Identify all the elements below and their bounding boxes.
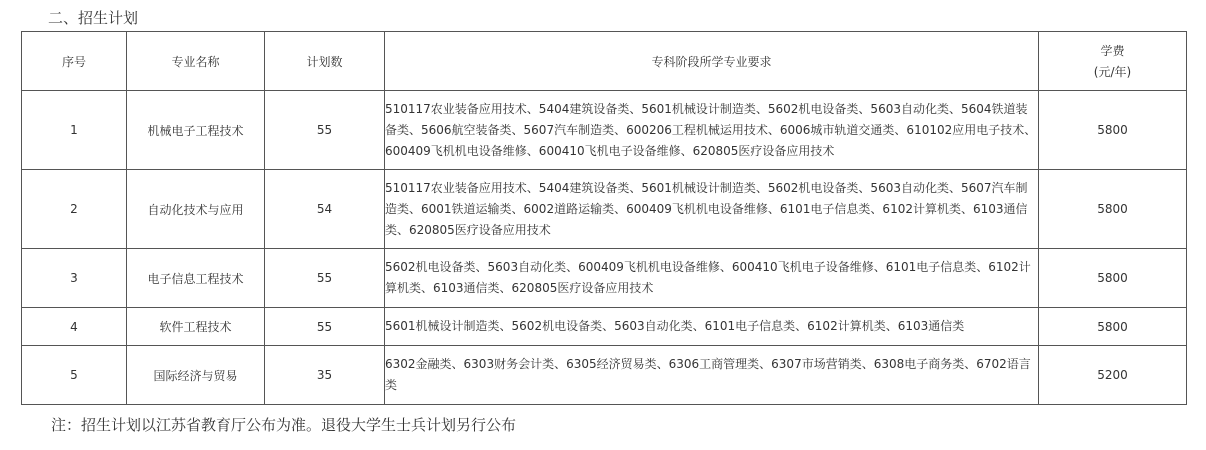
- row-index: 4: [22, 308, 127, 346]
- header-requirements: 专科阶段所学专业要求: [385, 32, 1039, 91]
- row-requirements: 6302金融类、6303财务会计类、6305经济贸易类、6306工商管理类、6307市场营销类、6308电子商务类、6702语言类: [385, 346, 1039, 405]
- row-quota: 55: [265, 91, 385, 170]
- table-row: [22, 170, 1187, 249]
- row-requirements: 5602机电设备类、5603自动化类、600409飞机机电设备维修、600410飞机电子设备维修、6101电子信息类、6102计算机类、6103通信类、620805医疗设备应用技术: [385, 249, 1039, 308]
- header-fee: [1039, 32, 1187, 91]
- row-major: 软件工程技术: [127, 308, 265, 346]
- row-fee: 5800: [1039, 91, 1187, 170]
- table-row: [22, 346, 1187, 405]
- row-major: 国际经济与贸易: [127, 346, 265, 405]
- header-index: 序号: [22, 32, 127, 91]
- table-row: [22, 249, 1187, 308]
- row-major: 机械电子工程技术: [127, 91, 265, 170]
- header-major: 专业名称: [127, 32, 265, 91]
- row-major: 自动化技术与应用: [127, 170, 265, 249]
- row-quota: 54: [265, 170, 385, 249]
- row-quota: 55: [265, 308, 385, 346]
- row-fee: 5800: [1039, 308, 1187, 346]
- row-index: 2: [22, 170, 127, 249]
- row-quota: 35: [265, 346, 385, 405]
- row-index: 5: [22, 346, 127, 405]
- header-quota: 计划数: [265, 32, 385, 91]
- table-row: [22, 91, 1187, 170]
- table-header-row: [22, 32, 1187, 91]
- row-fee: 5800: [1039, 249, 1187, 308]
- footnote: 注：招生计划以江苏省教育厅公布为准。退役大学生士兵计划另行公布: [51, 416, 517, 434]
- row-requirements: 510117农业装备应用技术、5404建筑设备类、5601机械设计制造类、5602机电设备类、5603自动化类、5607汽车制造类、6001铁道运输类、6002道路运输类、600409飞机机电设备维修、6101电子信息类、6102计算机类、6103通信类、620805医疗设备应用技术: [385, 170, 1039, 249]
- row-fee: 5800: [1039, 170, 1187, 249]
- row-fee: 5200: [1039, 346, 1187, 405]
- table-row: [22, 308, 1187, 346]
- section-title: 二、招生计划: [48, 9, 139, 27]
- header-fee-unit: (元/年): [1093, 65, 1132, 79]
- row-major: 电子信息工程技术: [127, 249, 265, 308]
- enrollment-plan-table: [21, 31, 1187, 405]
- row-requirements: 510117农业装备应用技术、5404建筑设备类、5601机械设计制造类、5602机电设备类、5603自动化类、5604铁道装备类、5606航空装备类、5607汽车制造类、600206工程机械运用技术、6006城市轨道交通类、610102应用电子技术、600409飞机机电设备维修、600410飞机电子设备维修、620805医疗设备应用技术: [385, 91, 1039, 170]
- row-index: 1: [22, 91, 127, 170]
- header-fee-label: 学费: [1100, 44, 1125, 58]
- row-requirements: 5601机械设计制造类、5602机电设备类、5603自动化类、6101电子信息类、6102计算机类、6103通信类: [385, 308, 1039, 346]
- row-quota: 55: [265, 249, 385, 308]
- row-index: 3: [22, 249, 127, 308]
